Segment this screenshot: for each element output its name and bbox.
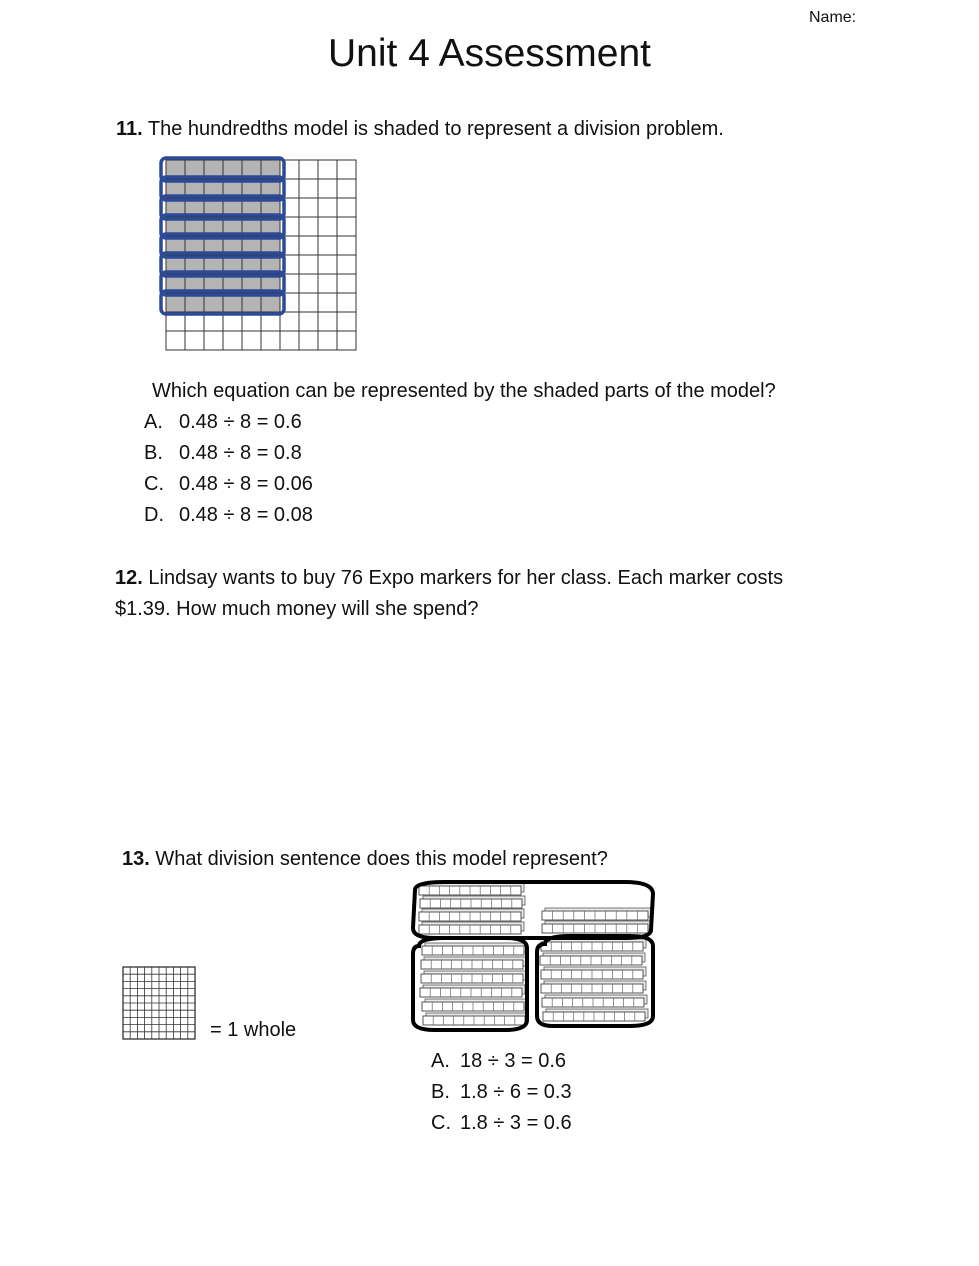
whole-grid [123,967,195,1039]
option-d[interactable] [144,500,313,531]
option-letter: C. [144,473,164,495]
question-12-line1: Lindsay wants to buy 76 Expo markers for her class. Each marker costs [148,567,784,589]
grid-cell [223,331,242,350]
hundredths-grid [166,160,356,350]
option-b[interactable] [431,1077,572,1108]
grid-cell [299,160,318,179]
tenth-rod [422,999,527,1011]
option-text: 0.48 ÷ 8 = 0.8 [179,442,302,464]
grid-cell [337,217,356,236]
option-letter: D. [144,504,164,526]
option-text: 0.48 ÷ 8 = 0.6 [179,411,302,433]
question-11-prompt [116,114,724,145]
grid-cell [299,293,318,312]
tenth-rod [541,967,646,979]
tenth-rod [541,939,646,951]
grid-cell [261,331,280,350]
tenth-rod [541,981,646,993]
question-11-text: The hundredths model is shaded to represent a division problem. [147,118,724,140]
question-13-text: What division sentence does this model represent? [155,848,608,870]
option-text: 0.48 ÷ 8 = 0.06 [179,473,313,495]
tenth-rod [419,883,524,895]
question-13-prompt [122,844,608,875]
hundredths-model [150,150,365,365]
grid-cell [318,255,337,274]
grid-cell [337,293,356,312]
question-11-options [144,407,313,531]
name-label: Name: [809,9,857,26]
grid-cell [280,331,299,350]
tenth-rod [423,1013,528,1025]
question-13-options [431,1046,572,1139]
grid-cell [299,236,318,255]
whole-label: = 1 whole [210,1019,297,1041]
tenth-rod [542,921,651,933]
option-letter: B. [431,1081,450,1103]
option-letter: A. [431,1050,450,1072]
tenth-rod [422,943,527,955]
option-a[interactable] [144,407,313,438]
grid-cell [318,236,337,255]
grid-cell [318,293,337,312]
grid-cell [318,274,337,293]
option-c[interactable] [144,469,313,500]
grid-cell [318,331,337,350]
option-text: 1.8 ÷ 6 = 0.3 [460,1081,572,1103]
tenth-rod [542,908,651,920]
question-12-prompt [115,563,783,625]
grid-cell [299,217,318,236]
grid-cell [337,255,356,274]
tenth-rod [421,957,526,969]
grid-cell [299,198,318,217]
option-letter: B. [144,442,163,464]
tenth-rod [419,909,524,921]
tenths-division-model [405,878,660,1038]
grid-cell [299,312,318,331]
grid-cell [242,331,261,350]
grid-cell [337,331,356,350]
grid-cell [318,312,337,331]
option-text: 0.48 ÷ 8 = 0.08 [179,504,313,526]
option-text: 1.8 ÷ 3 = 0.6 [460,1112,572,1134]
option-b[interactable] [144,438,313,469]
grid-cell [337,274,356,293]
question-12-line2: $1.39. How much money will she spend? [115,598,479,620]
option-letter: A. [144,411,163,433]
option-letter: C. [431,1112,451,1134]
tenth-rod [543,1009,648,1021]
grid-cell [318,179,337,198]
grid-cell [337,236,356,255]
grid-cell [337,312,356,331]
grid-cell [299,274,318,293]
whole-square-model [120,964,200,1044]
tenth-rod [542,995,647,1007]
tenth-rod [540,953,645,965]
question-12-number: 12. [115,567,143,589]
option-a[interactable] [431,1046,572,1077]
option-text: 18 ÷ 3 = 0.6 [460,1050,567,1072]
question-11-question: Which equation can be represented by the shaded parts of the model? [152,380,776,402]
grid-cell [318,198,337,217]
tenth-rod [419,922,524,934]
tenth-rod [421,971,526,983]
grid-cell [166,331,185,350]
grid-cell [337,198,356,217]
page-title: Unit 4 Assessment [328,32,651,75]
grid-cell [337,160,356,179]
tenth-rod [420,896,525,908]
tenth-rod [420,985,525,997]
grid-cell [185,331,204,350]
grid-cell [299,331,318,350]
grid-cell [337,179,356,198]
question-11-number: 11. [116,118,143,140]
option-c[interactable] [431,1108,572,1139]
grid-cell [299,255,318,274]
grid-cell [318,217,337,236]
question-13-number: 13. [122,848,150,870]
grid-cell [299,179,318,198]
grid-cell [318,160,337,179]
grid-cell [204,331,223,350]
grid-cell [280,312,299,331]
